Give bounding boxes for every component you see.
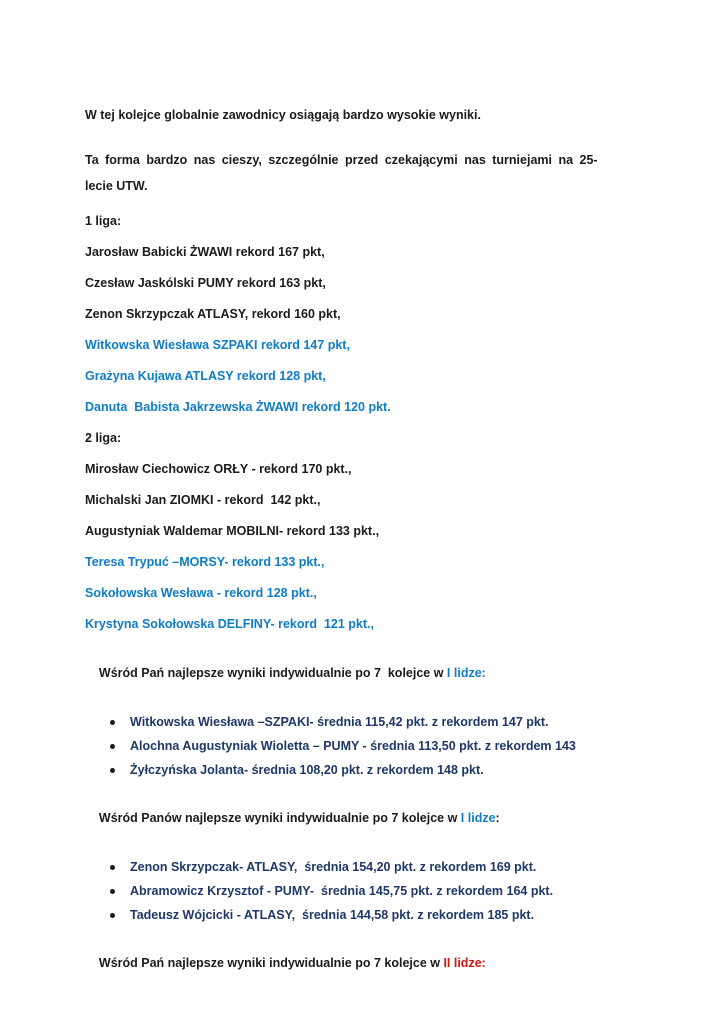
league1-entry: Witkowska Wiesława SZPAKI rekord 147 pkt, — [85, 338, 350, 352]
section-heading-men-league1 — [85, 791, 640, 845]
intro-line-1: W tej kolejce globalnie zawodnicy osiągają bardzo wysokie wyniki. — [85, 108, 481, 122]
heading-text: Wśród Panów najlepsze wyniki indywidualnie po 7 kolejce w — [98, 811, 461, 825]
league2-title: 2 liga: — [85, 431, 122, 445]
results-list-women-league1 — [85, 713, 640, 779]
heading-text: Wśród Pań najlepsze wyniki indywidualnie po 7 kolejce w — [98, 666, 447, 680]
heading-highlight: I lidze: — [446, 666, 486, 680]
league2-entry: Sokołowska Wesława - rekord 128 pkt., — [85, 586, 317, 600]
section-heading-women-league2 — [85, 936, 640, 990]
league1-entry: Czesław Jaskólski PUMY rekord 163 pkt, — [85, 276, 326, 290]
league2-entry: Teresa Trypuć –MORSY- rekord 133 pkt., — [85, 555, 325, 569]
league1-entry: Grażyna Kujawa ATLASY rekord 128 pkt, — [85, 369, 326, 383]
league2-entry: Krystyna Sokołowska DELFINY- rekord 121 pkt., — [85, 617, 374, 631]
intro-line-2a: Ta forma bardzo nas cieszy, szczególnie przed czekającymi nas turniejami na 25- — [85, 153, 598, 167]
league1-entry: Zenon Skrzypczak ATLASY, rekord 160 pkt, — [85, 307, 341, 321]
result-bullet: Witkowska Wiesława –SZPAKI- średnia 115,42 pkt. z rekordem 147 pkt. — [109, 713, 640, 731]
result-bullet: Zenon Skrzypczak- ATLASY, średnia 154,20 pkt. z rekordem 169 pkt. — [109, 858, 640, 876]
result-bullet: Żyłczyńska Jolanta- średnia 108,20 pkt. z rekordem 148 pkt. — [109, 761, 640, 779]
league2-entry: Michalski Jan ZIOMKI - rekord 142 pkt., — [85, 493, 321, 507]
results-list-men-league1 — [85, 858, 640, 924]
league1-entry: Jarosław Babicki ŻWAWI rekord 167 pkt, — [85, 245, 325, 259]
result-bullet: Alochna Augustyniak Wioletta – PUMY - średnia 113,50 pkt. z rekordem 143 — [109, 737, 640, 755]
section-heading-women-league1 — [85, 646, 640, 700]
intro-line-2b: lecie UTW. — [85, 179, 148, 193]
heading-text: Wśród Pań najlepsze wyniki indywidualnie po 7 kolejce w — [98, 956, 444, 970]
heading-highlight: II lidze: — [443, 956, 486, 970]
result-bullet: Tadeusz Wójcicki - ATLASY, średnia 144,58 pkt. z rekordem 185 pkt. — [109, 906, 640, 924]
result-bullet: Abramowicz Krzysztof - PUMY- średnia 145,75 pkt. z rekordem 164 pkt. — [109, 882, 640, 900]
league1-title: 1 liga: — [85, 214, 122, 228]
intro-paragraph-2 — [85, 147, 640, 199]
league2-entry: Augustyniak Waldemar MOBILNI- rekord 133 pkt., — [85, 524, 380, 538]
heading-highlight: I lidze — [460, 811, 496, 825]
heading-text: : — [495, 811, 500, 825]
league2-entry: Mirosław Ciechowicz ORŁY - rekord 170 pkt., — [85, 462, 352, 476]
league1-entry: Danuta Babista Jakrzewska ŻWAWI rekord 120 pkt. — [85, 400, 391, 414]
